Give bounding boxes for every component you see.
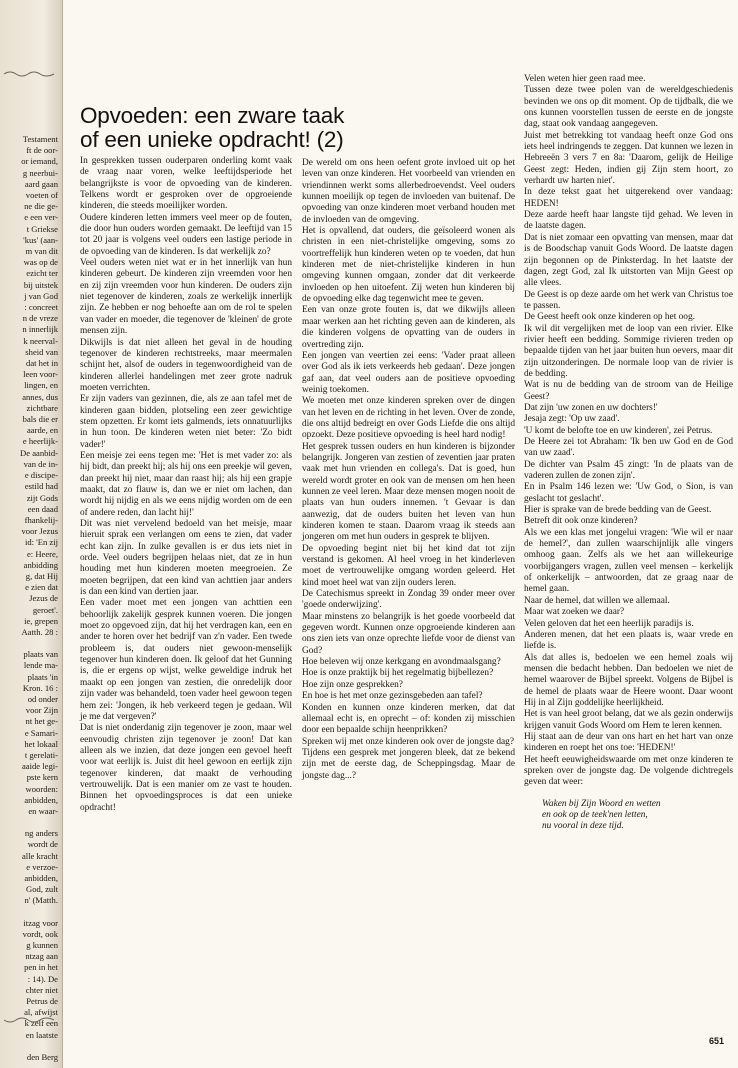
article-title: [80, 104, 350, 152]
paragraph: Het is opvallend, dat ouders, die geïsoleerd wonen als christen in een niet-christelijke omgeving, soms zo voortreffelijk hun kinderen weten op te voeden, dat hun kinderen met de niet-christelijke kinderen in hun omgeving kunnen omgaan, zonder dat dit verkeerde invloeden op hen uitoefent. Zij weten hun kinderen bij de opvoeding elke dag tegenwicht mee te geven.: [302, 226, 515, 305]
fragment-line: e: Heere,: [26, 548, 58, 559]
fragment-line: sheid van: [25, 346, 58, 357]
article-page: [70, 42, 733, 1050]
paragraph: Anderen menen, dat het een plaats is, waar vrede en liefde is.: [524, 629, 733, 652]
paragraph: Maar wat zoeken we daar?: [524, 607, 625, 618]
paragraph: Dikwijls is dat niet alleen het geval in de houding tegenover de kinderen rechtstreeks, maar meermalen schijnt het, alsof de ouders in tegenwoordigheid van de kinderen allerlei handelingen met zeer grote nadruk moeten verrichten.: [80, 337, 292, 393]
fragment-line: alle kracht: [21, 850, 58, 861]
title-line-2: of een unieke opdracht! (2): [80, 127, 344, 152]
fragment-line: wordt de: [27, 839, 58, 850]
paragraph: En hoe is het met onze gezinsgebeden aan tafel?: [302, 691, 483, 702]
paragraph: De dichter van Psalm 45 zingt: 'In de plaats van de vaderen zullen de zonen zijn'.: [524, 459, 733, 482]
fragment-line: Petrus de: [26, 996, 58, 1007]
poem-line: en ook op de teek'nen letten,: [542, 810, 648, 820]
fragment-line: was op de: [23, 257, 58, 268]
fragment-line: ezicht ter: [26, 268, 58, 279]
fragment-line: ft de oor-: [26, 145, 58, 156]
fragment-line: t Griekse: [26, 223, 58, 234]
fragment-line: j van God: [24, 290, 58, 301]
fragment-line: k zelf een: [24, 1018, 58, 1029]
paragraph: En in Psalm 146 lezen we: 'Uw God, o Sion, is van geslacht tot geslacht'.: [524, 482, 733, 504]
fragment-line: bals die er: [22, 414, 58, 425]
fragment-line: voor Jezus: [21, 526, 58, 537]
paragraph: Het is van heel groot belang, dat we als gezin onderwijs krijgen vanuit Gods Woord om Hem te leren kennen.: [524, 709, 733, 731]
fragment-line: pen in het: [24, 962, 58, 973]
fragment-line: zichtbare: [26, 402, 58, 413]
paragraph: Een jongen van veertien zei eens: 'Vader praat alleen over God als ik iets verkeerds heb gedaan'. Deze jongen gaf aan, dat veel ouders aan de positieve opvoeding weinig toekomen.: [302, 350, 515, 395]
fragment-line: het lokaal: [24, 738, 58, 749]
fragment-line: Testament: [22, 134, 58, 144]
paragraph: Een meisje zei eens tegen me: 'Het is met vader zo: als hij bidt, dan preekt hij; als hij ons een preekje wil geven, dan preekt hij niet, maar dan raast hij; als hij een grapje maakt, dat zo flauw is, dan we er niet om lachen, dan wordt hij nijdig en als we eens nijdig worden om de een of andere reden, dan lacht hij!': [80, 450, 292, 518]
fragment-line: Jezus de: [29, 593, 58, 604]
paragraph: Tussen deze twee polen van de wereldgeschiedenis bevinden we ons op dit moment. Op de tijdbalk, die we ons kunnen voorstellen tussen de eerste en de jongste dag, staat ook vandaag aangegeven.: [524, 85, 733, 130]
paragraph: Naar de hemel, dat willen we allemaal.: [524, 595, 670, 606]
fragment-line: g, dat Hij: [25, 570, 58, 581]
fragment-line: aarde, en: [26, 425, 58, 436]
fragment-line: 'kus' (aan-: [23, 234, 58, 245]
poem-line: nu vooral in deze tijd.: [542, 821, 624, 832]
fragment-line: Aatth. 28 :: [21, 626, 58, 637]
fragment-line: voor Zijn: [25, 705, 58, 716]
fragment-line: n innerlijk: [22, 324, 58, 335]
fragment-line: aaide legi-: [21, 761, 58, 772]
fragment-line: aard gaan: [24, 178, 58, 189]
fragment-line: ne die ge-: [24, 201, 58, 212]
fragment-line: nt het ge-: [25, 716, 58, 727]
poem-line: Waken bij Zijn Woord en wetten: [542, 798, 661, 809]
paragraph: Velen weten hier geen raad mee.: [524, 74, 646, 84]
fragment-line: fhankelij-: [24, 514, 58, 525]
paragraph: Wat is nu de bedding van de stroom van de Heilige Geest?: [524, 380, 733, 402]
fragment-line: lingen, en: [24, 380, 58, 391]
fragment-line: van de in-: [23, 458, 58, 469]
paragraph: Hier is sprake van de brede bedding van de Geest.: [524, 505, 712, 516]
article-column-3: [524, 74, 733, 833]
fragment-line: zijt Gods: [26, 492, 58, 503]
article-column-2: [302, 158, 515, 782]
ornament-divider: [2, 66, 56, 76]
paragraph: Dat is niet zomaar een opvatting van mensen, maar dat is de Boodschap vanuit Gods Woord. De laatste dagen zijn begonnen op de Pinksterdag. In het laatste der dagen, zegt God, zal Ik uitstorten van Mijn Geest op alle vlees.: [524, 232, 733, 289]
fragment-line: annes, dus: [22, 391, 58, 402]
fragment-line: [0, 1041, 58, 1052]
fragment-line: itzag voor: [23, 917, 58, 928]
fragment-line: ng anders: [24, 828, 58, 839]
page-number: 651: [708, 1036, 724, 1046]
paragraph: De Catechismus spreekt in Zondag 39 onder meer over 'goede onderwijzing'.: [302, 589, 515, 611]
paragraph: Als we een klas met jongelui vragen: 'Wie wil er naar de hemel?', dan zullen waarschijnlijk alle vingers omhoog gaan. Zelfs als we het aan willekeurige voorbijgangers vragen, zullen veel mensen – kerkelijk of onkerkelijk – antwoorden, dat ze graag naar de hemel gaan.: [524, 527, 733, 595]
fragment-line: e heerlijk-: [22, 436, 58, 447]
fragment-line: [0, 907, 58, 918]
fragment-line: g neerbui-: [22, 167, 58, 178]
paragraph: Juist met betrekking tot vandaag heeft onze God ons iets heel indringends te zeggen. Dat kunnen we lezen in Hebreeën 3 vers 7 en 8a: 'Daarom, gelijk de Heilige Geest zegt: Heden, indien gij Zijn stem hoort, zo verhardt uw harten niet'.: [524, 130, 733, 187]
paragraph: Hij staat aan de deur van ons hart en het hart van onze kinderen en roept het ons toe: 'HEDEN!': [524, 731, 733, 754]
paragraph: 'U komt de belofte toe en uw kinderen', zei Petrus.: [524, 425, 713, 436]
fragment-line: leen voor-: [23, 369, 58, 380]
fragment-line: plaats 'in: [27, 671, 58, 682]
paragraph: De Geest is op deze aarde om het werk van Christus toe te passen.: [524, 289, 733, 311]
fragment-line: pste kern: [26, 772, 58, 783]
paragraph: Er zijn vaders van gezinnen, die, als ze aan tafel met de kinderen gaan bidden, plotseling een zeer gewichtige stem opzetten. Er komt iets galmends, iets onnatuurlijks in hun toon. De kinderen weten niet beter: 'Zo bidt vader!': [80, 394, 292, 450]
fragment-line: God, zult: [26, 884, 58, 895]
fragment-line: n de vreze: [22, 313, 58, 324]
fragment-line: anbidding: [23, 559, 58, 570]
fragment-line: plaats van: [23, 649, 58, 660]
paragraph: Dat is niet onderdanig zijn tegenover je zoon, maar wel eenvoudig christen zijn tegenover je zoon! Dat kan alleen als we inzien, dat deze jongen een gevoel heeft voor wat eerlijk is. Juist dit heel gewoon en eerlijk zijn tegenover kinderen, dat maakt de verhouding vertrouwelijk. Dat is een manier om ze vast te houden. Binnen het opvoedingsproces is dat een unieke opdracht!: [80, 723, 292, 813]
fragment-line: e discipe-: [24, 470, 58, 481]
paragraph: Deze aarde heeft haar langste tijd gehad. We leven in de laatste dagen.: [524, 210, 733, 232]
fragment-line: k neerval-: [23, 335, 58, 346]
paragraph: Een vader moet met een jongen van achttien een behoorlijk zakelijk gesprek kunnen voeren. Die jongen moet zo opgevoed zijn, dat hij het verdragen kan, een en ander te horen over het bedrijf van z'n vader. Een twede probleem is, dat ouders niet gewoon-menselijk tegenover hun kinderen doen. Ik geloof dat het Gunning is, die er ergens op wijst, welke geweldige indruk het maakt op een jongen van zestien, die onredelijk door zijn vader was behandeld, toen vader heel gewoon tegen hem zei: 'Jongen, ik heb verkeerd tegen je gedaan. Wil je me dat vergeven?': [80, 598, 292, 722]
paragraph: Hoe is onze praktijk bij het regelmatig bijbellezen?: [302, 668, 494, 679]
fragment-line: bij uitstek: [23, 279, 58, 290]
fragment-line: ie, grepen: [24, 615, 58, 626]
paragraph: Tijdens een gesprek met jongeren bleek, dat ze bekend zijn met de eerste dag, de Scheppingsdag. Maar de jongste dag...?: [302, 747, 515, 781]
paragraph: Dit was niet vervelend bedoeld van het meisje, maar hieruit sprak een verlangen om eens te zien, dat vader echt kan zijn. In zulke gevallen is er dus iets niet in orde. Veel ouders begrijpen helaas niet, dat ze in hun houding met hun kinderen moeten meegroeien. Ze moeten begrijpen, dat een kind van achttien jaar anders is dan een kind van dertien jaar.: [80, 519, 292, 598]
paragraph: Dat zijn 'uw zonen en uw dochters!': [524, 402, 658, 413]
fragment-line: lende ma-: [23, 660, 58, 671]
fragment-line: ntzag aan: [25, 951, 58, 962]
fragment-line: vordt, ook: [22, 928, 58, 939]
fragment-line: een daad: [27, 503, 58, 514]
fragment-line: en waar-: [28, 805, 58, 816]
paragraph: Hoe zijn onze gesprekken?: [302, 679, 403, 690]
fragment-line: estild had: [24, 481, 58, 492]
paragraph: Het heeft eeuwigheidswaarde om met onze kinderen te spreken over de jongste dag. De volgende dichtregels geven dat weer:: [524, 754, 733, 788]
paragraph: Jesaja zegt: 'Op uw zaad'.: [524, 414, 620, 425]
paragraph: Betreft dit ook onze kinderen?: [524, 516, 638, 527]
fragment-line: en laatste: [25, 1029, 58, 1040]
fragment-line: den Berg: [26, 1051, 58, 1062]
fragment-line: or iemand,: [21, 156, 58, 167]
ornament-divider: [2, 1012, 56, 1022]
fragment-line: : concreet: [24, 302, 58, 313]
paragraph: De wereld om ons heen oefent grote invloed uit op het leven van onze kinderen. Het voorbeeld van vrienden en vriendinnen werkt soms allerbedroevendst. Veel ouders kunnen moeilijk op tegen de invloeden van buitenaf. De opvoeding van onze kinderen moet verband houden met de invloeden van de omgeving.: [302, 158, 515, 225]
fragment-line: De aanbid-: [20, 447, 58, 458]
fragment-line: g kunnen: [26, 940, 58, 951]
article-column-1: [80, 156, 292, 814]
paragraph: We moeten met onze kinderen spreken over de dingen van het leven en de richting in het leven. Over de zonde, die ons altijd bedreigt en over Gods Liefde die ons altijd opzoekt. Deze positieve opvoeding is heel hard nodig!: [302, 396, 515, 441]
fragment-line: chter niet: [25, 984, 58, 995]
fragment-line: dat het in: [26, 358, 58, 369]
paragraph: In gesprekken tussen ouderparen onderling komt vaak de vraag naar voren, welke leeftijdsperiode het belangrijkste is voor de opvoeding van de kinderen. Telkens wordt er gesproken over de opgroeiende kinderen, die steeds moeilijker worden.: [80, 156, 292, 212]
fragment-line: al, afwijst: [24, 1007, 58, 1018]
paragraph: Het gesprek tussen ouders en hun kinderen is bijzonder belangrijk. Jongeren van zestien of zeventien jaar praten vaak met hun vrienden en collega's. Dat is goed, hun wereld wordt groter en ook van de mensen om hen heen kunnen ze veel leren. Maar deze mensen mogen nooit de plaats van hun ouders innemen. 't Gevaar is dan aanwezig, dat de ouders buiten het leven van hun kinderen komen te staan. Daarom vraag ik steeds aan jongeren om met hun ouders in gesprek te blijven.: [302, 441, 515, 543]
fragment-line: m van dit: [25, 246, 58, 257]
paragraph: Een van onze grote fouten is, dat we dikwijls alleen maar werken aan het richting geven aan de kinderen, als die kinderen volgens de opvatting van de ouders in overtreding zijn.: [302, 305, 515, 350]
paragraph: Oudere kinderen letten immers veel meer op de fouten, die door hun ouders worden gemaakt. De leeftijd van 15 tot 20 jaar is volgens veel ouders een lastige periode in de opvoeding van de kinderen. Is dat werkelijk zo?: [80, 212, 292, 257]
paragraph: In deze tekst gaat het uitgerekend over vandaag: HEDEN!: [524, 187, 733, 209]
paragraph: Ik wil dit vergelijken met de loop van een rivier. Elke rivier heeft een bedding. Sommige rivieren treden op bepaalde tijden van het jaar buiten hun oevers, maar dit zijn uitzonderingen. De normale loop van de rivier is de bedding.: [524, 323, 733, 379]
fragment-line: e een ver-: [24, 212, 58, 223]
fragment-line: od onder: [27, 693, 58, 704]
poem-quote: [524, 799, 733, 833]
fragment-line: [0, 817, 58, 828]
fragment-line: e verzoe-: [26, 861, 58, 872]
paragraph: De Geest heeft ook onze kinderen op het oog.: [524, 312, 695, 323]
paragraph: Velen geloven dat het een heerlijk paradijs is.: [524, 618, 694, 629]
previous-page-text-fragment: [0, 134, 58, 1062]
fragment-line: voeten of: [25, 190, 58, 201]
fragment-line: [0, 638, 58, 649]
paragraph: De opvoeding begint niet bij het kind dat tot zijn verstand is gekomen. Al heel vroeg in het kinderleven moet de vertrouwelijke omgang worden geleerd. Het kind moet heel wat van zijn ouders leren.: [302, 543, 515, 588]
paragraph: Hoe beleven wij onze kerkgang en avondmaalsgang?: [302, 657, 501, 668]
fragment-line: e Samari-: [24, 727, 58, 738]
fragment-line: n' (Matth.: [24, 895, 58, 906]
paragraph: Spreken wij met onze kinderen ook over de jongste dag?: [302, 736, 514, 747]
fragment-line: Kron. 16 :: [22, 682, 58, 693]
paragraph: Konden en kunnen onze kinderen merken, dat dat allemaal echt is, en oprecht – of: konden zij misschien door een bepaalde schijn heenprikken?: [302, 702, 515, 736]
fragment-line: woorden:: [25, 783, 58, 794]
fragment-line: anbidden,: [24, 873, 58, 883]
paragraph: Als dat alles is, bedoelen we een hemel zoals wij mensen die bedacht hebben. Dan bedoelen we niet de hemel waarover de Bijbel spreekt. Volgens de Bijbel is de hemel de plaats waar de Heere woont. Daar woont Hij in al Zijn goddelijke heerlijkheid.: [524, 652, 733, 708]
paragraph: Maar minstens zo belangrijk is het goede voorbeeld dat gegeven wordt. Kunnen onze opgroeiende kinderen aan ons zien iets van onze oprechte liefde voor de dienst van God?: [302, 611, 515, 656]
fragment-line: t gerelati-: [24, 749, 58, 760]
paragraph: Veel ouders weten niet wat er in het innerlijk van hun kinderen gebeurt. De kinderen zijn vreemden voor hen en zij zijn vreemden voor hun kinderen. De ouders zijn niet tegenover de kinderen, zoals ze werkelijk innerlijk zijn. Ze hebben er nog behoefte aan om de rol te spelen van vader en moeder, die tegenover de 'kleinen' de grote mensen zijn.: [80, 258, 292, 337]
fragment-line: anbidden,: [24, 794, 58, 805]
paragraph: De Heere zei tot Abraham: 'Ik ben uw God en de God van uw zaad'.: [524, 437, 733, 459]
fragment-line: : 14). De: [27, 973, 58, 984]
fragment-line: geroet'.: [32, 604, 58, 615]
fragment-line: id: 'En zij: [24, 537, 58, 548]
title-line-1: Opvoeden: een zware taak: [80, 103, 345, 128]
fragment-line: e zien dat: [25, 582, 58, 593]
